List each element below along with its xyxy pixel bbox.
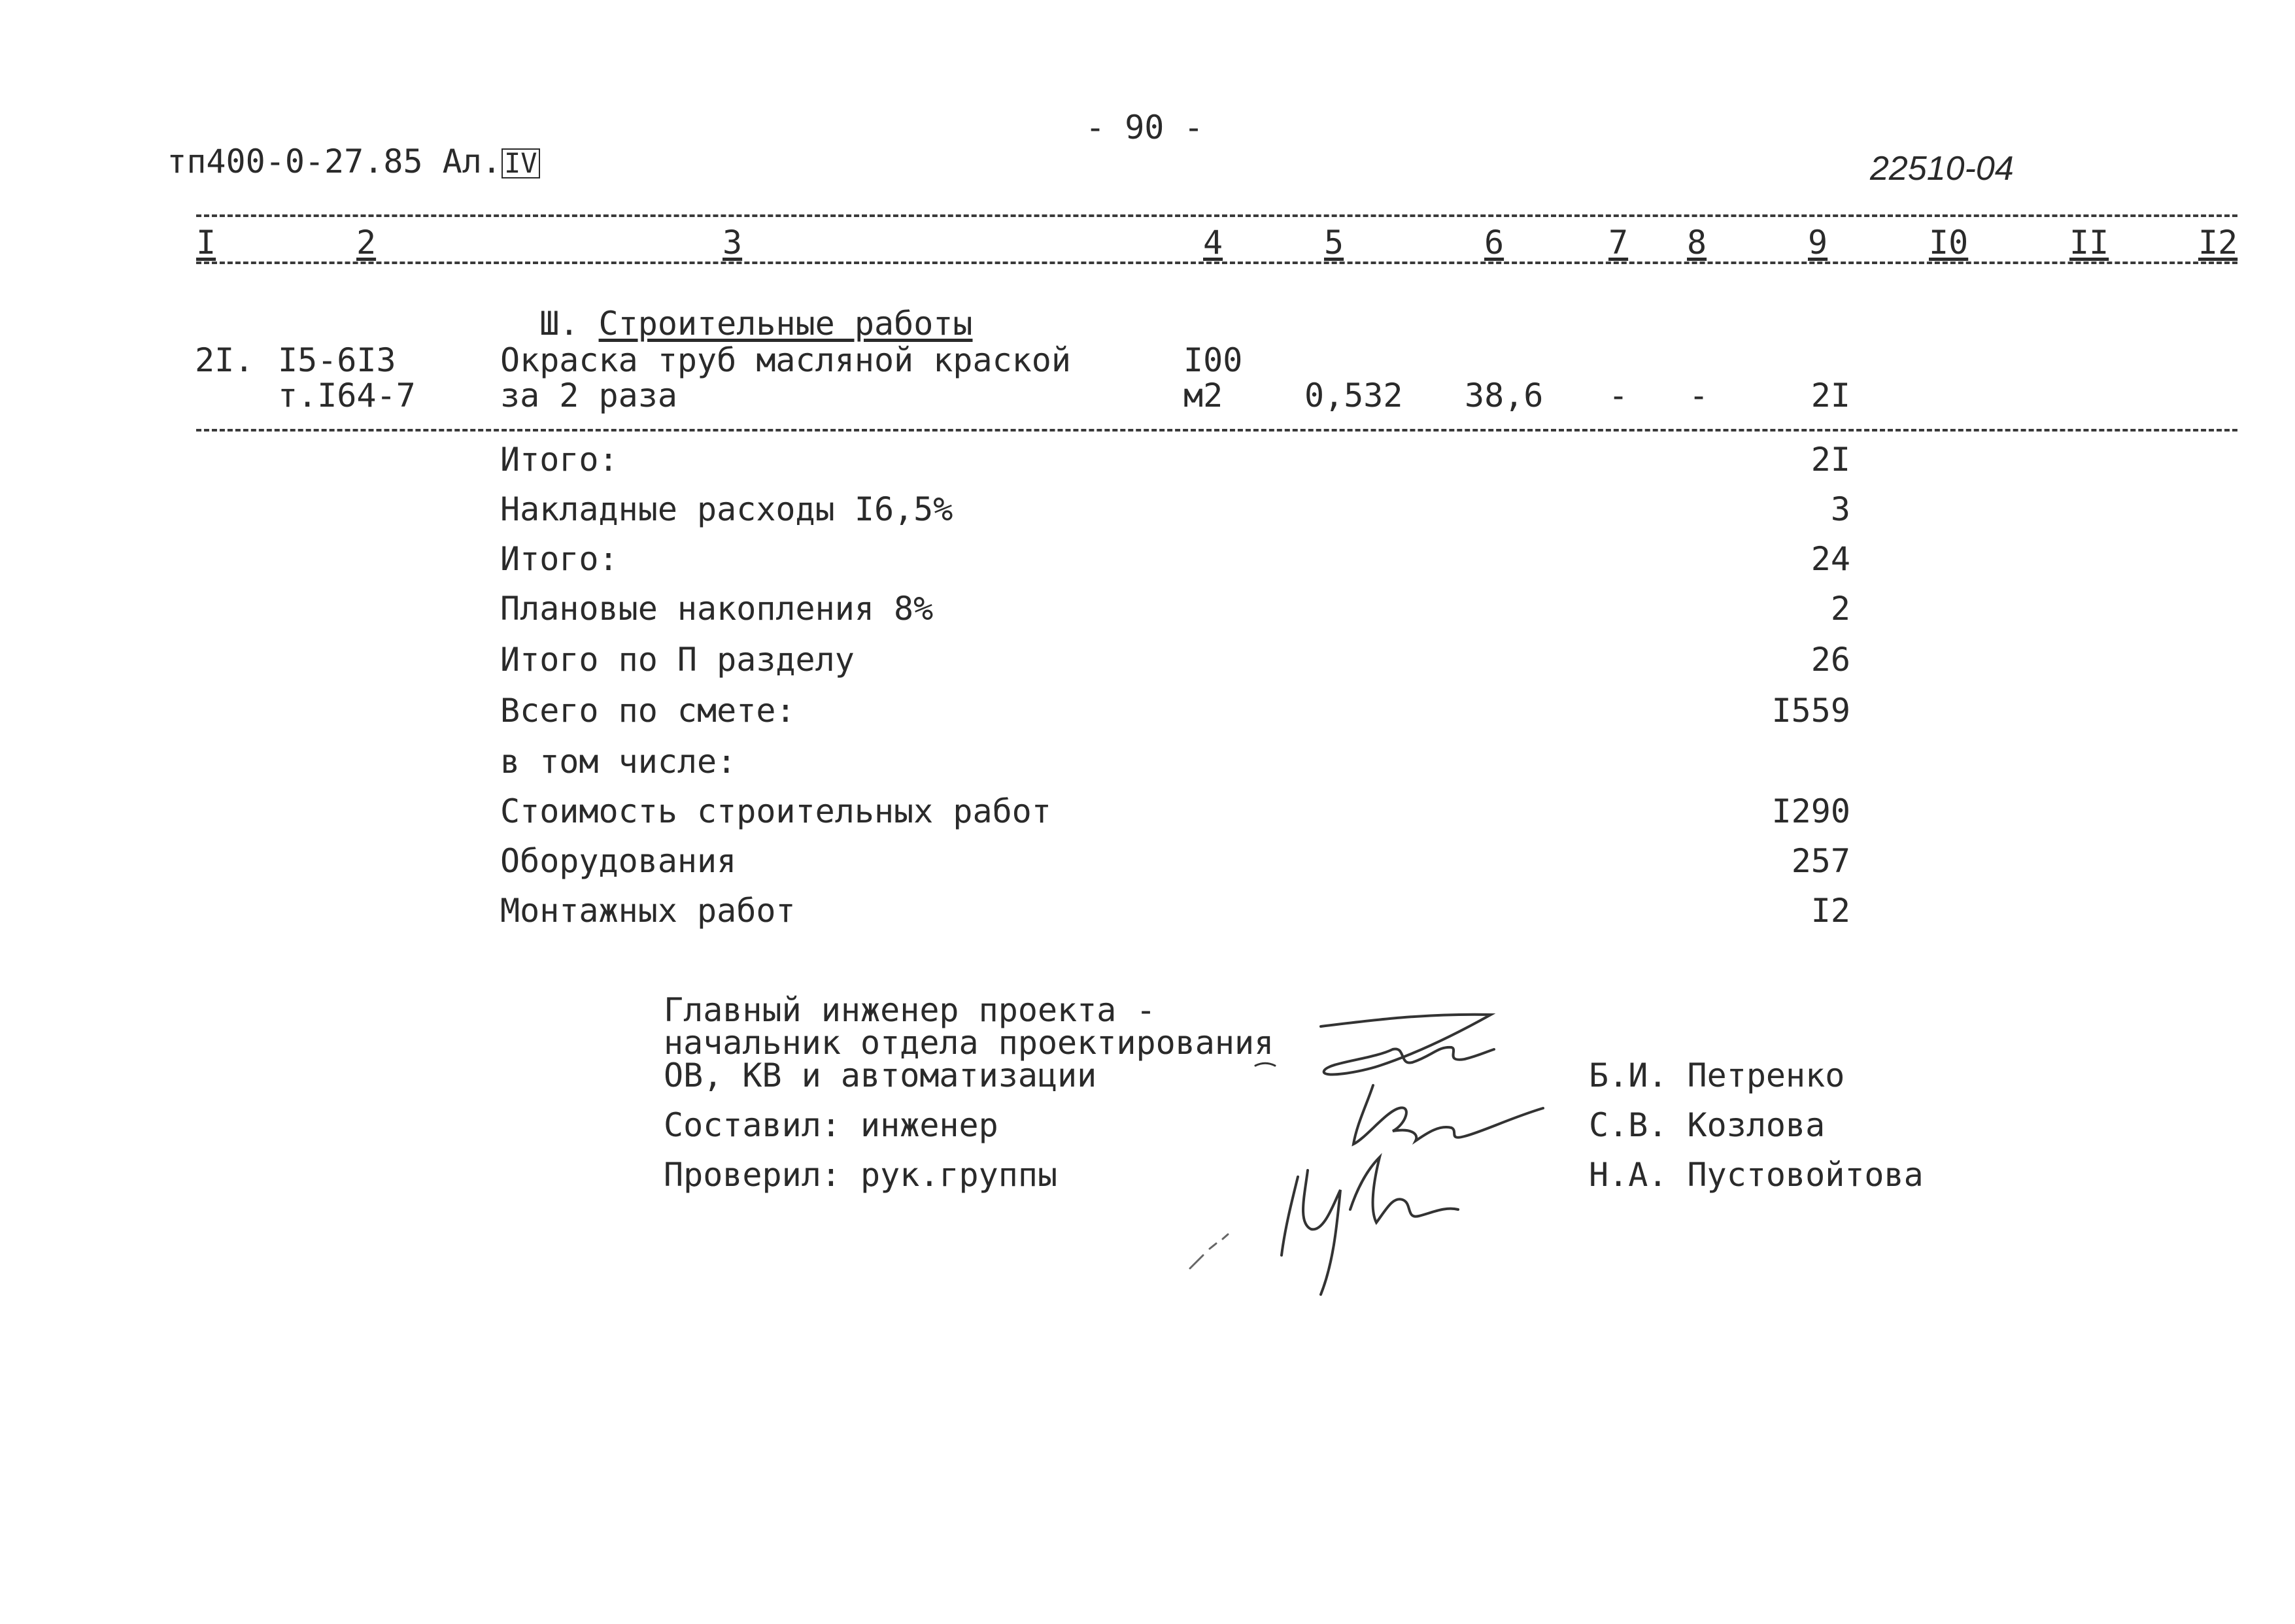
column-header-5: 5	[1324, 224, 1344, 262]
checker-name: Н.А. Пустовойтова	[1589, 1156, 1924, 1194]
summary-label-4: Плановые накопления 8%	[500, 590, 934, 628]
item-quantity: 0,532	[1304, 377, 1403, 414]
item-code: I5-6I3	[278, 341, 396, 379]
section-prefix: Ш.	[539, 305, 579, 343]
item-unit-line2: м2	[1183, 377, 1223, 414]
chief-title-line3: ОВ, КВ и автоматизации	[664, 1057, 1097, 1094]
item-description-line1: Окраска труб масляной краской	[500, 341, 1071, 379]
signature-checker	[1177, 1131, 1504, 1301]
summary-label-6: Всего по смете:	[500, 692, 796, 730]
column-header-3: 3	[722, 224, 743, 262]
chief-name: Б.И. Петренко	[1589, 1057, 1845, 1094]
summary-value-8: I290	[1771, 792, 1850, 830]
summary-label-2: Накладные расходы I6,5%	[500, 490, 953, 528]
column-header-10: I0	[1929, 224, 1969, 262]
item-total: 2I	[1810, 377, 1850, 414]
summary-label-9: Оборудования	[500, 842, 737, 880]
column-header-12: I2	[2198, 224, 2238, 262]
column-header-top-rule	[196, 214, 2237, 217]
summary-label-8: Стоимость строительных работ	[500, 792, 1051, 830]
chief-title-line1: Главный инженер проекта -	[664, 991, 1156, 1029]
column-header-bottom-rule	[196, 262, 2237, 264]
summary-value-2: 3	[1830, 490, 1850, 528]
item-description-line2: за 2 раза	[500, 377, 677, 414]
column-header-4: 4	[1203, 224, 1223, 262]
summary-value-6: I559	[1771, 692, 1850, 730]
checker-title: Проверил: рук.группы	[664, 1156, 1058, 1194]
document-code-text: тп400-0-27.85 Ал.	[167, 143, 502, 180]
item-col7: -	[1608, 377, 1629, 414]
item-unit-line1: I00	[1183, 341, 1243, 379]
chief-title-line2: начальник отдела проектирования	[664, 1024, 1274, 1062]
column-header-1: I	[196, 224, 216, 262]
summary-value-3: 24	[1810, 540, 1850, 578]
summary-label-5: Итого по П разделу	[500, 641, 855, 679]
section-title	[500, 275, 973, 343]
item-bottom-rule	[196, 429, 2237, 431]
column-header-8: 8	[1687, 224, 1707, 262]
compiler-title: Составил: инженер	[664, 1106, 998, 1144]
archive-code: 22510-04	[1870, 150, 2014, 188]
summary-value-9: 257	[1791, 842, 1850, 880]
item-col8: -	[1689, 377, 1709, 414]
document-code	[128, 112, 540, 178]
column-header-9: 9	[1808, 224, 1828, 262]
column-header-6: 6	[1484, 224, 1504, 262]
section-title-text: Строительные работы	[598, 305, 973, 343]
item-number: 2I.	[195, 341, 254, 379]
summary-value-5: 26	[1810, 641, 1850, 679]
summary-value-10: I2	[1810, 892, 1850, 930]
album-numeral: IV	[502, 148, 540, 178]
page-number: - 90 -	[1085, 109, 1204, 146]
summary-label-1: Итого:	[500, 441, 619, 479]
item-unit-price: 38,6	[1465, 377, 1544, 414]
summary-value-1: 2I	[1810, 441, 1850, 479]
summary-label-10: Монтажных работ	[500, 892, 796, 930]
summary-label-3: Итого:	[500, 540, 619, 578]
column-header-2: 2	[356, 224, 377, 262]
summary-label-7: в том числе:	[500, 743, 737, 781]
compiler-name: С.В. Козлова	[1589, 1106, 1826, 1144]
column-header-11: II	[2069, 224, 2109, 262]
summary-value-4: 2	[1830, 590, 1850, 628]
item-table-ref: т.I64-7	[278, 377, 416, 414]
column-header-7: 7	[1608, 224, 1629, 262]
